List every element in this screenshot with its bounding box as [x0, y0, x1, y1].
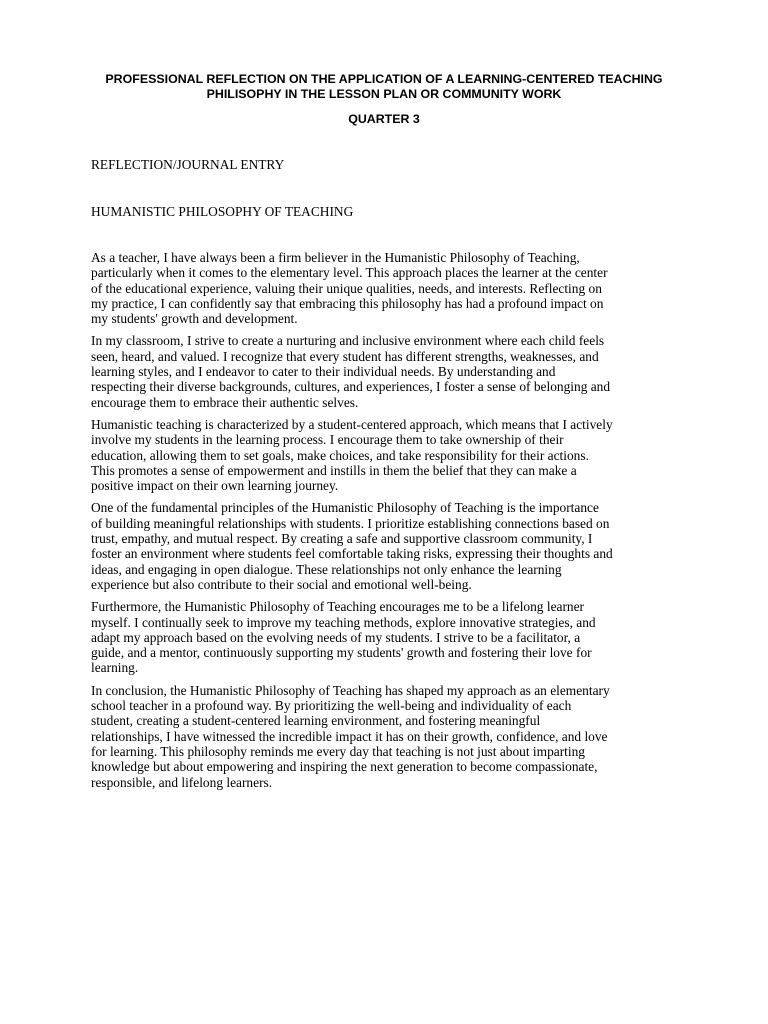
paragraph-line: my practice, I can confidently say that embracing this philosophy has had a profound impact on: [91, 295, 604, 311]
paragraph-line: seen, heard, and valued. I recognize that every student has different strengths, weaknesses, and: [91, 348, 599, 364]
paragraph-3: [91, 417, 683, 493]
paragraph-line: ideas, and engaging in open dialogue. These relationships not only enhance the learning: [91, 561, 562, 577]
paragraph-line: responsible, and lifelong learners.: [91, 774, 273, 790]
paragraph-line: respecting their diverse backgrounds, cultures, and experiences, I foster a sense of belonging and: [91, 379, 611, 395]
paragraph-line: One of the fundamental principles of the Humanistic Philosophy of Teaching is the importance: [91, 500, 599, 516]
paragraph-line: learning styles, and I endeavor to cater to their individual needs. By understanding and: [91, 364, 556, 380]
paragraph-line: student, creating a student-centered learning environment, and fostering meaningful: [91, 713, 541, 729]
paragraph-line: experience but also contribute to their social and emotional well-being.: [91, 576, 472, 592]
paragraph-line: Humanistic teaching is characterized by a student-centered approach, which means that I actively: [91, 416, 613, 432]
paragraph-line: involve my students in the learning process. I encourage them to take ownership of their: [91, 432, 564, 448]
paragraph-line: As a teacher, I have always been a firm believer in the Humanistic Philosophy of Teaching,: [91, 250, 580, 265]
paragraph-line: of the educational experience, valuing their unique qualities, needs, and interests. Reflecting on: [91, 280, 602, 296]
paragraph-line: particularly when it comes to the elementary level. This approach places the learner at the center: [91, 265, 608, 281]
paragraph-line: my students' growth and development.: [91, 311, 298, 327]
paragraph-line: education, allowing them to set goals, make choices, and take responsibility for their actions.: [91, 447, 589, 463]
paragraph-1: [91, 250, 683, 326]
document-title: [60, 72, 708, 101]
paragraph-line: learning.: [91, 660, 139, 676]
section-heading: REFLECTION/JOURNAL ENTRY: [91, 157, 285, 172]
paragraph-line: guide, and a mentor, continuously supporting my students' growth and fostering their love for: [91, 645, 592, 661]
paragraph-line: positive impact on their own learning journey.: [91, 478, 339, 494]
title-line-2: PHILISOPHY IN THE LESSON PLAN OR COMMUNITY WORK: [206, 86, 562, 101]
paragraph-line: of building meaningful relationships with students. I prioritize establishing connections based on: [91, 515, 610, 531]
paragraph-2: [91, 333, 683, 409]
paragraph-line: In conclusion, the Humanistic Philosophy of Teaching has shaped my approach as an elementary: [91, 682, 610, 698]
paragraph-line: relationships, I have witnessed the incredible impact it has on their growth, confidence, and love: [91, 728, 608, 744]
paragraph-line: foster an environment where students feel comfortable taking risks, expressing their thoughts and: [91, 546, 613, 562]
paragraph-line: school teacher in a profound way. By prioritizing the well-being and individuality of each: [91, 698, 572, 714]
paragraph-line: for learning. This philosophy reminds me every day that teaching is not just about imparting: [91, 743, 585, 759]
paragraph-line: This promotes a sense of empowerment and instills in them the belief that they can make a: [91, 462, 577, 478]
paragraph-line: Furthermore, the Humanistic Philosophy of Teaching encourages me to be a lifelong learner: [91, 599, 585, 615]
paragraph-line: adapt my approach based on the evolving needs of my students. I strive to be a facilitator, a: [91, 629, 581, 645]
philosophy-heading: HUMANISTIC PHILOSOPHY OF TEACHING: [91, 204, 354, 219]
paragraph-line: encourage them to embrace their authentic selves.: [91, 394, 359, 410]
paragraph-line: myself. I continually seek to improve my teaching methods, explore innovative strategies, and: [91, 614, 596, 630]
paragraph-6: [91, 683, 683, 790]
paragraph-line: knowledge but about empowering and inspiring the next generation to become compassionate,: [91, 759, 598, 775]
paragraph-line: In my classroom, I strive to create a nurturing and inclusive environment where each child feels: [91, 333, 605, 349]
paragraph-5: [91, 599, 683, 675]
reflection-body: [91, 250, 683, 797]
paragraph-4: [91, 500, 683, 592]
quarter-label: QUARTER 3: [348, 112, 420, 126]
paragraph-line: trust, empathy, and mutual respect. By creating a safe and supportive classroom community, I: [91, 531, 593, 547]
title-line-1: PROFESSIONAL REFLECTION ON THE APPLICATION OF A LEARNING-CENTERED TEACHING: [105, 72, 663, 86]
